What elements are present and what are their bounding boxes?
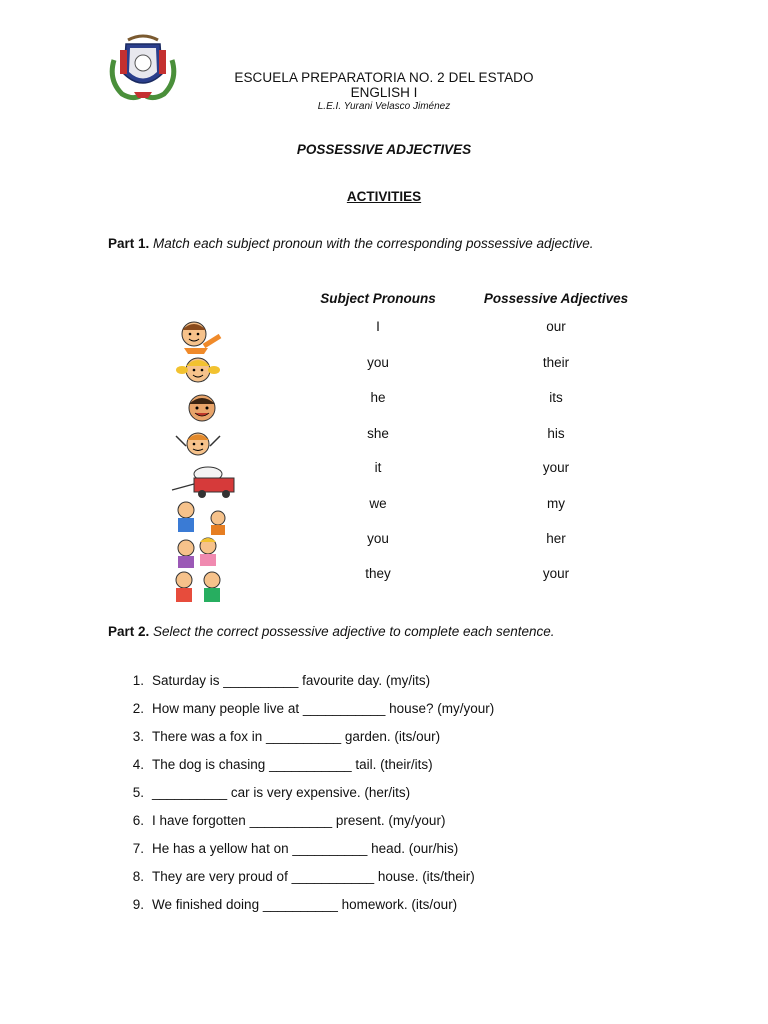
- sentence-text: __________ car is very expensive. (her/its): [152, 785, 411, 800]
- school-name: ESCUELA PREPARATORIA NO. 2 DEL ESTADO: [234, 70, 534, 85]
- possessive-adjective: my: [547, 496, 565, 511]
- subject-pronoun: we: [369, 496, 387, 511]
- subject-pronoun: they: [365, 566, 391, 581]
- document-title: POSSESSIVE ADJECTIVES: [296, 142, 472, 157]
- part1-instruction: [108, 236, 594, 251]
- possessive-adjectives-header: Possessive Adjectives: [483, 291, 629, 306]
- possessive-adjective: your: [542, 566, 570, 581]
- part2-text: Select the correct possessive adjective to complete each sentence.: [153, 624, 555, 639]
- sentence-text: Saturday is __________ favourite day. (my/its): [152, 673, 431, 688]
- subject-pronoun: he: [370, 390, 386, 405]
- possessive-adjective: her: [546, 531, 566, 546]
- possessive-adjective: their: [542, 355, 570, 370]
- subject-pronoun: you: [367, 531, 389, 546]
- sentence-number: 4.: [132, 757, 144, 772]
- possessive-adjective: its: [549, 390, 563, 405]
- possessive-adjective: his: [547, 426, 565, 441]
- subject-pronoun: you: [367, 355, 389, 370]
- section-title: ACTIVITIES: [346, 189, 422, 204]
- sentence-text: There was a fox in __________ garden. (its/our): [152, 729, 441, 744]
- course-name: ENGLISH I: [350, 85, 418, 100]
- possessive-adjective: your: [542, 460, 570, 475]
- part1-label: Part 1.: [108, 236, 150, 251]
- sentence-text: I have forgotten ___________ present. (my/your): [152, 813, 446, 828]
- sentence-text: How many people live at ___________ house? (my/your): [152, 701, 495, 716]
- sentence-number: 2.: [132, 701, 144, 716]
- sentence-number: 5.: [132, 785, 144, 800]
- subject-pronouns-header: Subject Pronouns: [320, 291, 436, 306]
- sentence-number: 6.: [132, 813, 144, 828]
- subject-pronoun: I: [376, 319, 380, 334]
- part1-text: Match each subject pronoun with the corresponding possessive adjective.: [153, 236, 594, 251]
- sentence-text: The dog is chasing ___________ tail. (their/its): [152, 757, 433, 772]
- pronoun-picture-icons: [164, 318, 240, 608]
- sentence-number: 8.: [132, 869, 144, 884]
- sentence-number: 3.: [132, 729, 144, 744]
- sentence-text: We finished doing __________ homework. (its/our): [152, 897, 458, 912]
- sentence-text: They are very proud of ___________ house. (its/their): [152, 869, 475, 884]
- subject-pronoun: it: [374, 460, 382, 475]
- sentence-number: 9.: [132, 897, 144, 912]
- part2-instruction: [108, 624, 555, 639]
- sentence-text: He has a yellow hat on __________ head. (our/his): [152, 841, 459, 856]
- sentence-number: 1.: [132, 673, 144, 688]
- subject-pronoun: she: [367, 426, 389, 441]
- teacher-name: L.E.I. Yurani Velasco Jiménez: [317, 101, 451, 112]
- part2-label: Part 2.: [108, 624, 150, 639]
- possessive-adjective: our: [546, 319, 566, 334]
- sentence-number: 7.: [132, 841, 144, 856]
